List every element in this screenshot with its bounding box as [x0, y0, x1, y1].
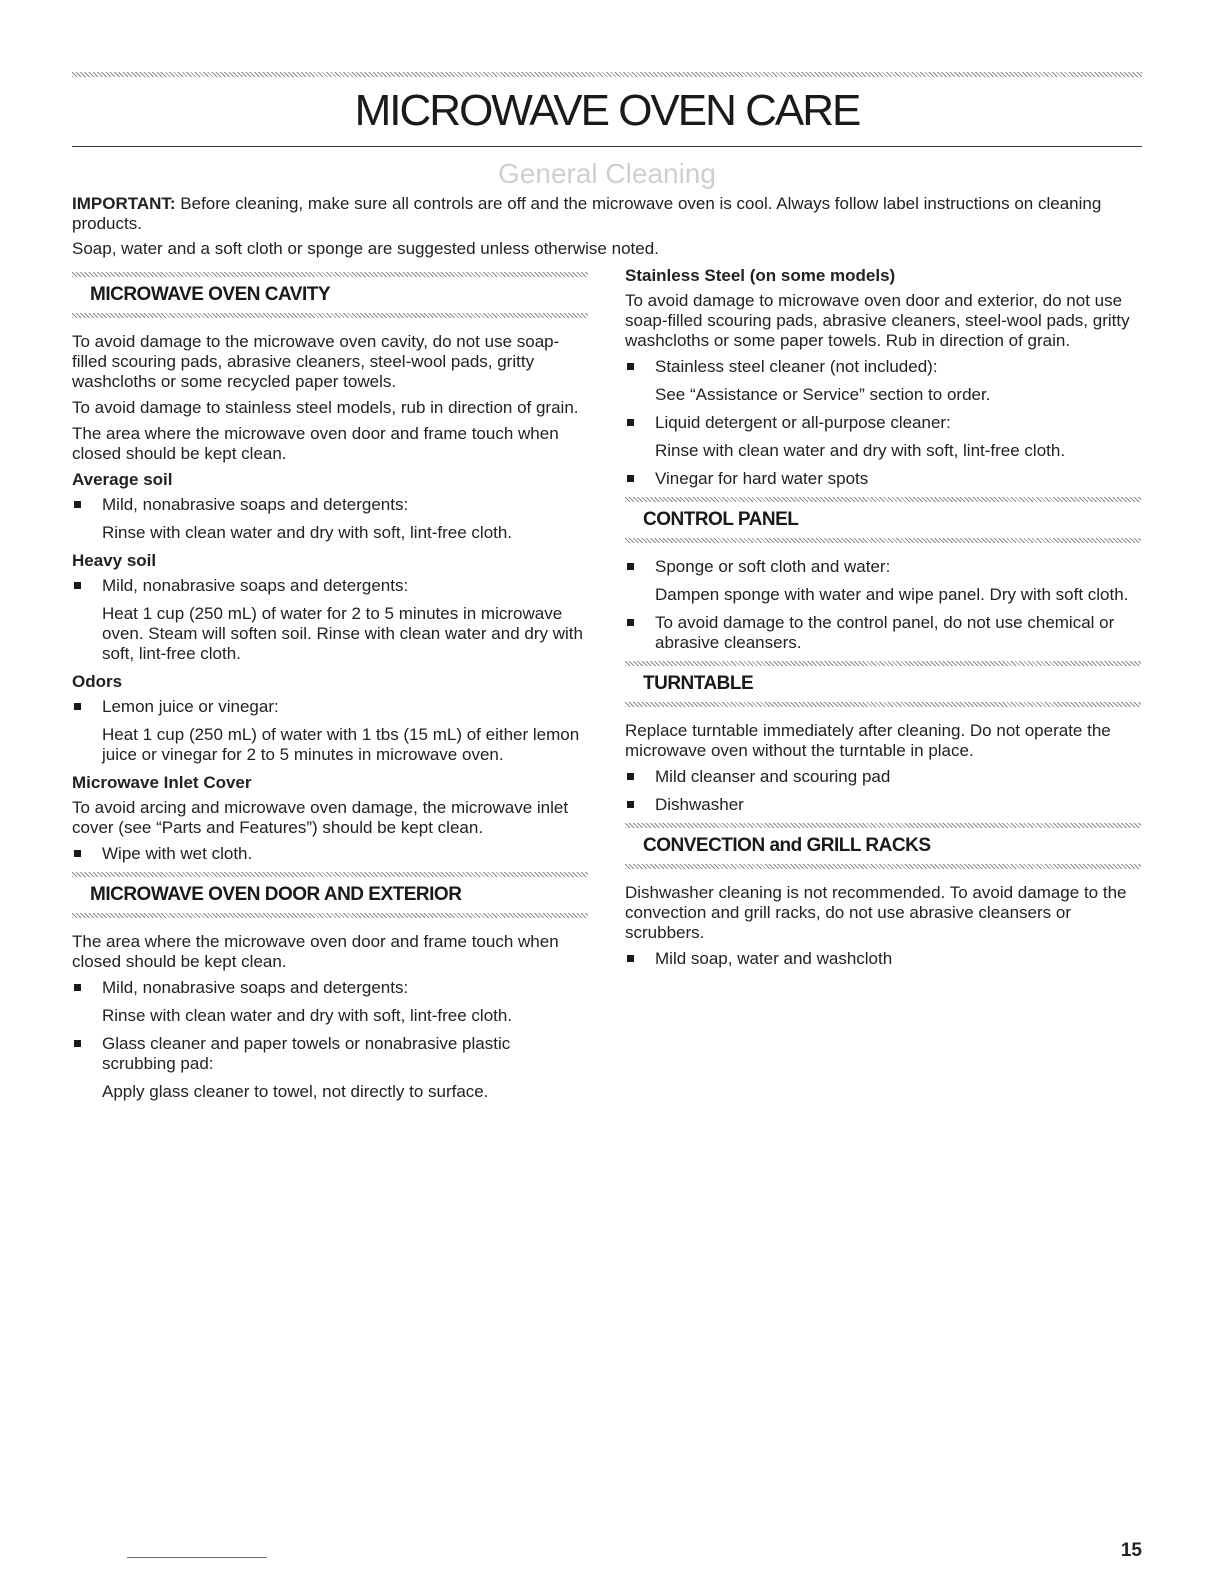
inlet-cover-label: Microwave Inlet Cover — [72, 773, 252, 792]
cavity-text-2: To avoid damage to stainless steel models, rub in direction of grain. — [72, 398, 579, 417]
turntable-heading: TURNTABLE — [643, 673, 754, 694]
section-subtitle: General Cleaning — [498, 158, 716, 189]
section-hatch-rule — [625, 864, 1141, 869]
bullet-item: Mild, nonabrasive soaps and detergents: — [72, 978, 588, 998]
section-hatch-rule — [625, 823, 1141, 828]
bullet-detail: Rinse with clean water and dry with soft, lint-free cloth. — [102, 1006, 513, 1025]
door-section-header — [72, 872, 588, 918]
door-text: The area where the microwave oven door and frame touch when closed should be kept clean. — [72, 932, 559, 971]
average-soil-label: Average soil — [72, 470, 173, 489]
footer-line — [127, 1557, 267, 1558]
section-hatch-rule — [72, 272, 588, 277]
odors-label: Odors — [72, 672, 123, 691]
important-label: IMPORTANT: — [72, 194, 176, 213]
bullet-item: Vinegar for hard water spots — [625, 469, 1141, 489]
important-text: Before cleaning, make sure all controls are off and the microwave oven is cool. Always follow label instructions on cleaning products. — [72, 194, 1102, 233]
bullet-detail: Rinse with clean water and dry with soft, lint-free cloth. — [655, 441, 1066, 460]
soap-note: Soap, water and a soft cloth or sponge are suggested unless otherwise noted. — [72, 239, 659, 258]
cavity-text-1: To avoid damage to the microwave oven cavity, do not use soap-filled scouring pads, abrasive cleaners, steel-wool pads, gritty washcloths or some recycled paper towels. — [72, 332, 560, 391]
bullet-item: Sponge or soft cloth and water: — [625, 557, 1141, 577]
intro — [72, 194, 1142, 264]
section-hatch-rule — [72, 913, 588, 918]
bullet-detail: Dampen sponge with water and wipe panel. Dry with soft cloth. — [655, 585, 1129, 604]
bullet-detail: See “Assistance or Service” section to order. — [655, 385, 991, 404]
racks-heading: CONVECTION and GRILL RACKS — [643, 835, 931, 856]
stainless-label: Stainless Steel (on some models) — [625, 266, 896, 285]
cavity-section-header — [72, 272, 588, 318]
bullet-item: Mild, nonabrasive soaps and detergents: — [72, 495, 588, 515]
bullet-detail: Heat 1 cup (250 mL) of water with 1 tbs (15 mL) of either lemon juice or vinegar for 2 to 5 minutes in microwave oven. — [102, 725, 580, 764]
important-note — [72, 194, 1142, 234]
turntable-section-header — [625, 661, 1141, 707]
turntable-text: Replace turntable immediately after cleaning. Do not operate the microwave oven without the turntable in place. — [625, 721, 1111, 760]
section-hatch-rule — [72, 872, 588, 877]
racks-section-header — [625, 823, 1141, 869]
section-hatch-rule — [625, 702, 1141, 707]
bullet-item: Mild, nonabrasive soaps and detergents: — [72, 576, 588, 596]
racks-text: Dishwasher cleaning is not recommended. To avoid damage to the convection and grill racks, do not use abrasive cleansers or scrubbers. — [625, 883, 1127, 942]
right-column — [625, 266, 1141, 977]
bullet-detail: Rinse with clean water and dry with soft, lint-free cloth. — [102, 523, 513, 542]
bullet-item: Mild soap, water and washcloth — [625, 949, 1141, 969]
bullet-detail: Apply glass cleaner to towel, not directly to surface. — [102, 1082, 489, 1101]
cavity-heading: MICROWAVE OVEN CAVITY — [90, 284, 331, 305]
control-heading: CONTROL PANEL — [643, 509, 799, 530]
left-column — [72, 264, 588, 1110]
section-hatch-rule — [625, 538, 1141, 543]
top-hatch-rule — [72, 72, 1142, 77]
inlet-cover-text: To avoid arcing and microwave oven damage, the microwave inlet cover (see “Parts and Features”) should be kept clean. — [72, 798, 569, 837]
door-heading: MICROWAVE OVEN DOOR AND EXTERIOR — [90, 884, 462, 905]
section-hatch-rule — [72, 313, 588, 318]
page-number: 15 — [1120, 1540, 1142, 1561]
bullet-item: Mild cleanser and scouring pad — [625, 767, 1141, 787]
section-hatch-rule — [625, 661, 1141, 666]
bullet-item: Wipe with wet cloth. — [72, 844, 588, 864]
bullet-item: Liquid detergent or all-purpose cleaner: — [625, 413, 1141, 433]
section-hatch-rule — [625, 497, 1141, 502]
bullet-item: Lemon juice or vinegar: — [72, 697, 588, 717]
bullet-item: Glass cleaner and paper towels or nonabrasive plastic scrubbing pad: — [72, 1034, 588, 1074]
bullet-item: Stainless steel cleaner (not included): — [625, 357, 1141, 377]
bullet-item: Dishwasher — [625, 795, 1141, 815]
control-section-header — [625, 497, 1141, 543]
heavy-soil-label: Heavy soil — [72, 551, 157, 570]
page-title: MICROWAVE OVEN CARE — [354, 86, 860, 135]
bullet-detail: Heat 1 cup (250 mL) of water for 2 to 5 minutes in microwave oven. Steam will soften soil. Rinse with clean water and dry with soft, lint-free cloth. — [102, 604, 583, 663]
title-rule — [72, 146, 1142, 147]
cavity-text-3: The area where the microwave oven door and frame touch when closed should be kept clean. — [72, 424, 559, 463]
bullet-item: To avoid damage to the control panel, do not use chemical or abrasive cleansers. — [625, 613, 1141, 653]
stainless-text: To avoid damage to microwave oven door and exterior, do not use soap-filled scouring pads, abrasive cleaners, steel-wool pads, gritty washcloths or some paper towels. Rub in direction of grain. — [625, 291, 1130, 350]
